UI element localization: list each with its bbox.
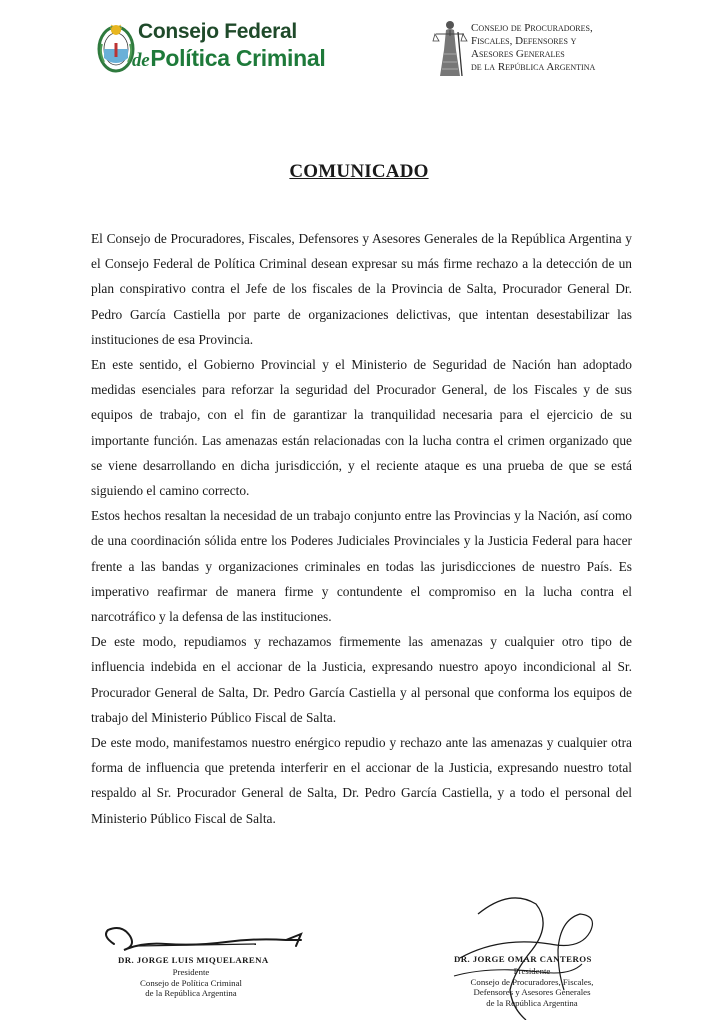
signer-left-role-3: de la República Argentina — [145, 988, 237, 998]
signer-right-role-2: Consejo de Procuradores, Fiscales, — [470, 976, 594, 987]
signer-right-role-1: Presidente — [513, 966, 551, 976]
council-name — [471, 22, 595, 74]
signer-right-role-4: de la República Argentina — [486, 997, 578, 1008]
council-line-1: Consejo de Procuradores, — [471, 22, 593, 34]
paragraph-4: De este modo, repudiamos y rechazamos firmemente las amenazas y cualquier otro tipo de influencia indebida en el accionar de la Justicia, expresando nuestro apoyo incondicional al Sr. Procurador General de Salta, Dr. Pedro García Castiella y al personal que conforma los equipos de trabajo del Ministerio Público Fiscal de Salta. — [91, 634, 632, 725]
paragraph-5: De este modo, manifestamos nuestro enérgico repudio y rechazo ante las amenazas y cualquier otra forma de influencia que pretenda interferir en el accionar de la Justicia, expresando nuestro total respaldo al Sr. Procurador General de Salta, Dr. Pedro García Castiella, y a todo el personal del Ministerio Público Fiscal de Salta. — [91, 735, 632, 826]
signer-right-role — [462, 966, 602, 1008]
document-title: COMUNICADO — [289, 161, 429, 182]
council-line-3: Asesores Generales — [471, 48, 565, 60]
paragraph-1: El Consejo de Procuradores, Fiscales, Defensores y Asesores Generales de la República Argentina y el Consejo Federal de Política Criminal desean expresar su más firme rechazo a la detección de un plan conspirativo contra el Jefe de los fiscales de la Provincia de Salta, Procurador General Dr. Pedro García Castiella por parte de organizaciones delictivas, que intentan desestabilizar las instituciones de esa Provincia. — [91, 231, 632, 347]
signer-right-role-3: Defensores y Asesores Generales — [473, 987, 591, 997]
cfpc-line2 — [132, 45, 325, 72]
council-logo — [432, 16, 632, 82]
paragraph-3: Estos hechos resaltan la necesidad de un trabajo conjunto entre las Provincias y la Nación, así como de una coordinación sólida entre los Poderes Judiciales Provinciales y la Justicia Federal para hacer frente a las bandas y organizaciones criminales en todas las jurisdicciones de nuestro País. Es imperativo reafirmar de manera firme y contundente el compromiso en la lucha contra el narcotráfico y la defensa de las instituciones. — [91, 508, 632, 625]
cfpc-politica: Política Criminal — [150, 45, 326, 71]
signer-left-role-1: Presidente — [172, 967, 210, 977]
cfpc-logo — [96, 18, 346, 78]
signer-left-name: DR. JORGE LUIS MIQUELARENA — [118, 955, 269, 965]
council-line-4: de la República Argentina — [471, 61, 596, 73]
council-line-2: Fiscales, Defensores y — [471, 35, 577, 47]
signer-left-role-2: Consejo de Política Criminal — [140, 977, 242, 988]
cfpc-line1: Consejo Federal — [138, 20, 297, 43]
signature-block-right — [440, 880, 620, 1020]
cfpc-de: de — [132, 50, 150, 71]
document-body — [91, 226, 632, 831]
signer-left-role — [136, 967, 246, 999]
letterhead — [0, 0, 718, 95]
signature-block-left — [96, 922, 306, 1002]
signer-right-name: DR. JORGE OMAR CANTEROS — [454, 954, 592, 964]
justice-figure-icon — [432, 16, 468, 80]
paragraph-2: En este sentido, el Gobierno Provincial y el Ministerio de Seguridad de Nación han adoptado medidas esenciales para reforzar la seguridad del Procurador General, de los Fiscales y de sus equipos de trabajo, con el fin de garantizar la tranquilidad necesaria para el ejercicio de su importante función. Las amenazas están relacionadas con la lucha contra el crimen organizado que se viene desarrollando en dicha jurisdicción, y el reciente ataque es una prueba de que se está siguiendo el camino correcto. — [91, 357, 632, 499]
